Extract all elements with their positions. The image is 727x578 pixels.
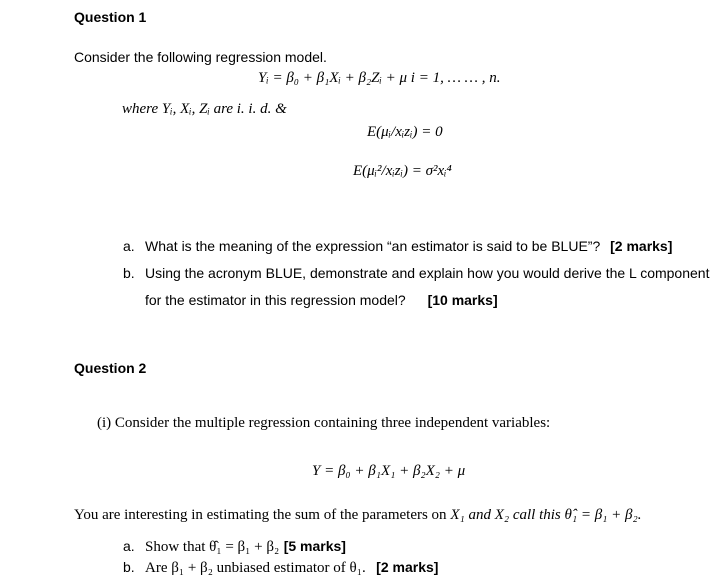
- q1-item-b-text: Using the acronym BLUE, demonstrate and explain how you would derive the L component: [145, 265, 710, 281]
- q1-item-b-continuation: [145, 293, 498, 307]
- q2-item-b-marks: [2 marks]: [376, 559, 439, 575]
- q2-item-a: [123, 539, 346, 555]
- q1-item-b-letter: b.: [123, 265, 135, 281]
- q1-intro: Consider the following regression model.: [74, 49, 327, 65]
- q2-sentence: [74, 508, 641, 523]
- q2-item-b: [123, 560, 438, 576]
- q1-model-equation: Yᵢ = β₀ + β₁Xᵢ + β₂Zᵢ + μ i = 1, … … , n.: [258, 70, 501, 86]
- q2-heading: Question 2: [74, 360, 147, 376]
- q1-item-a: [123, 239, 672, 253]
- q1-item-b-text-cont: for the estimator in this regression model?: [145, 292, 406, 308]
- q1-where-text: where Yᵢ, Xᵢ, Zᵢ are i. i. d. &: [122, 101, 287, 117]
- q1-item-b: [123, 266, 709, 280]
- q1-item-a-text: What is the meaning of the expression “an estimator is said to be BLUE”?: [145, 238, 601, 254]
- q1-item-b-marks: [10 marks]: [427, 292, 498, 308]
- q1-item-a-letter: a.: [123, 238, 135, 254]
- q1-condition-1: E(μᵢ/xᵢzᵢ) = 0: [367, 124, 443, 140]
- q2-equation: Y = β₀ + β₁X₁ + β₂X₂ + μ: [312, 463, 466, 479]
- q2-item-a-marks: [5 marks]: [283, 538, 346, 554]
- q1-heading: Question 1: [74, 9, 147, 25]
- q2-item-a-letter: a.: [123, 538, 135, 554]
- q1-condition-2: E(μᵢ²/xᵢzᵢ) = σ²xᵢ⁴: [353, 163, 452, 179]
- q2-sentence-part2: call this θ̂₁ = β₁ + β₂.: [509, 507, 642, 523]
- q2-item-a-text: Show that θ̂₁ = β₁ + β₂: [145, 539, 280, 555]
- q1-item-a-marks: [2 marks]: [610, 238, 673, 254]
- q2-sentence-part1: You are interesting in estimating the sum of the parameters on: [74, 507, 451, 523]
- q2-item-b-text: Are β₁ + β₂ unbiased estimator of θ₁.: [145, 560, 366, 576]
- q2-sentence-italic: X₁ and X₂: [450, 507, 510, 523]
- q2-part-i: (i) Consider the multiple regression containing three independent variables:: [97, 415, 551, 431]
- q2-item-b-letter: b.: [123, 559, 135, 575]
